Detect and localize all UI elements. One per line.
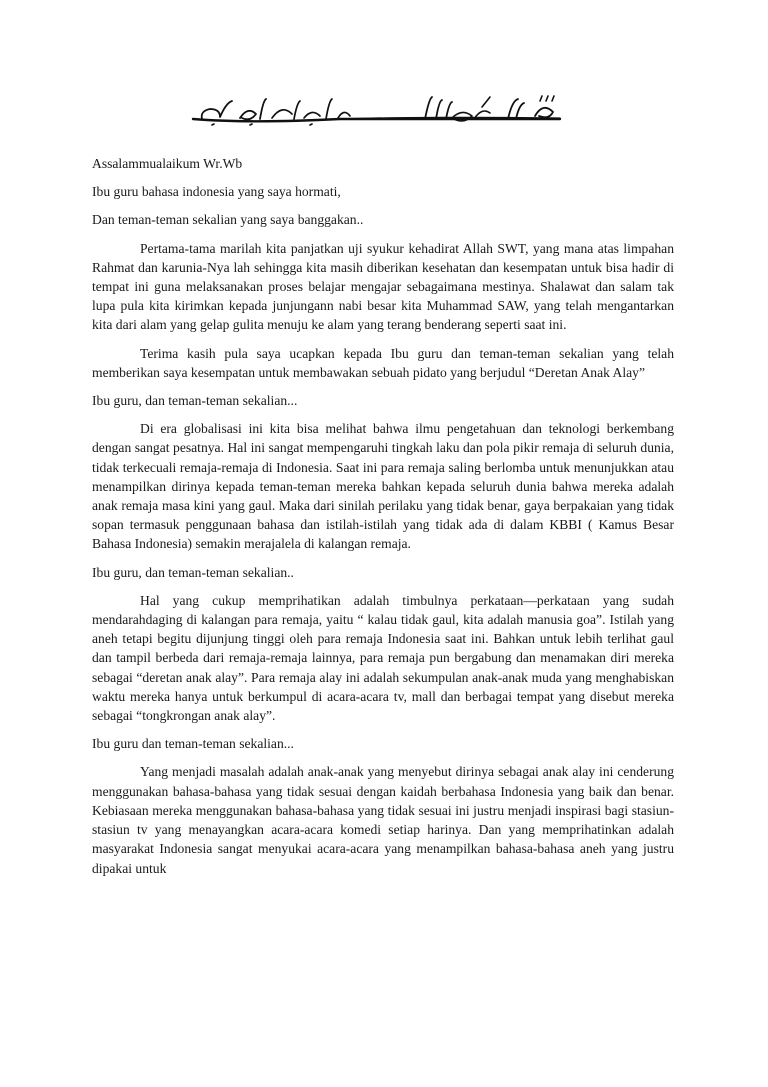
paragraph-language-problem: Yang menjadi masalah adalah anak-anak yang menyebut dirinya sebagai anak alay ini cenderung menggunakan bahasa-bahasa yang tidak sesuai dengan kaidah berbahasa Indonesia yang baik dan benar. Kebiasaan mereka menggunakan bahasa-bahasa yang tidak sesuai ini justru menjadi inspirasi bagi stasiun-stasiun tv yang menayangkan acara-acara komedi setiap harinya. Dan yang memprihatinkan adalah masyarakat Indonesia sangat menyukai acara-acara yang menampilkan bahasa-bahasa aneh yang justru dipakai untuk <box>92 764 674 876</box>
basmala-calligraphy <box>190 92 565 128</box>
paragraph-opening: Pertama-tama marilah kita panjatkan uji syukur kehadirat Allah SWT, yang mana atas limpahan Rahmat dan karunia-Nya lah sehingga kita masih diberikan kesehatan dan kesempatan untuk bisa hadir di tempat ini guna melaksanakan proses belajar mengajar sebagaimana mestinya. Shalawat dan salam tak lupa pula kita kirimkan kepada junjungann nabi besar kita Muhammad SAW, yang telah mengantarkan kita dari alam yang gelap gulita menuju ke alam yang terang benderang seperti saat ini. <box>92 240 674 333</box>
paragraph-greeting: Assalammualaikum Wr.Wb <box>92 156 243 171</box>
paragraph-globalization: Di era globalisasi ini kita bisa melihat bahwa ilmu pengetahuan dan teknologi berkembang dengan sangat pesatnya. Hal ini sangat mempengaruhi tingkah laku dan pola pikir remaja di seluruh dunia, tidak terkecuali remaja-remaja di Indonesia. Saat ini para remaja saling berlomba untuk menunjukkan atau menampilkan dirinya kepada teman-teman mereka bahkan kepada seluruh dunia bahwa mereka adalah anak remaja masa kini yang gaul. Maka dari sinilah perilaku yang tidak benar, gaya berpakaian yang tidak sopan termasuk penggunaan bahasa dan istilah-istilah yang tidak ada di dalam KBBI ( Kamus Besar Bahasa Indonesia) semakin merajalela di kalangan remaja. <box>92 421 674 552</box>
paragraph-address-teacher: Ibu guru bahasa indonesia yang saya hormati, <box>92 184 341 200</box>
speech-text <box>92 150 674 887</box>
paragraph-address-3: Ibu guru dan teman-teman sekalian... <box>92 736 294 752</box>
paragraph-address-1: Ibu guru, dan teman-teman sekalian... <box>92 393 298 409</box>
paragraph-thanks: Terima kasih pula saya ucapkan kepada Ibu guru dan teman-teman sekalian yang telah memberikan saya kesempatan untuk membawakan sebuah pidato yang berjudul “Deretan Anak Alay” <box>92 345 674 380</box>
paragraph-address-friends: Dan teman-teman sekalian yang saya banggakan.. <box>92 212 364 228</box>
paragraph-address-2: Ibu guru, dan teman-teman sekalian.. <box>92 564 294 580</box>
paragraph-alay-phenomenon: Hal yang cukup memprihatikan adalah timbulnya perkataan—perkataan yang sudah mendarahdaging di kalangan para remaja, yaitu “ kalau tidak gaul, kita adalah manusia goa”. Istilah yang aneh tetapi begitu dijunjung tinggi oleh para remaja Indonesia saat ini. Bahkan untuk lebih terlihat gaul dan tampil berbeda dari remaja-remaja lainnya, para remaja pun bergabung dan menamakan diri mereka sebagai “deretan anak alay”. Para remaja alay ini adalah sekumpulan anak-anak muda yang menghabiskan waktu mereka hanya untuk berkumpul di acara-acara tv, mall dan berbagai tempat yang disebut mereka sebagai “tongkrongan anak alay”. <box>92 592 674 724</box>
